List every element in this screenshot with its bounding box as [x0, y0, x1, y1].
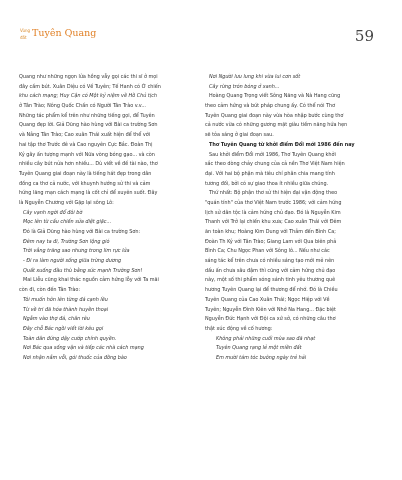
text-line: Toàn dân đứng dậy cướp chính quyền.	[23, 335, 117, 342]
text-line: Tuyên Quang của Cao Xuân Thái; Ngọc Hiệp với Về	[205, 296, 330, 303]
text-line: Nơi Người lưu lung khi vừa lui cơn sốt	[209, 74, 301, 80]
left-text-column	[19, 73, 194, 364]
text-line: Tuyên Quang giai đoạn này là tiếng hát đẹp trong dân	[19, 170, 152, 177]
text-line: Sau khởi điểm Đổi mới 1986, Thơ Tuyên Quang khởi	[209, 151, 336, 158]
text-line: Nơi nhận nắm vỗi, gói thuốc của đồng bào	[23, 354, 127, 361]
text-line: cả nước vừa có những gương mặt giàu tiềm năng hứa hẹn	[205, 122, 348, 129]
text-line: Cây rừng trón bóng ở xanh...	[209, 83, 280, 90]
text-line: khu cách mạng; Huy Cận có Một kỷ niệm về Hồ Chủ tịch	[19, 93, 157, 100]
right-text-column	[205, 73, 380, 364]
text-line: thật xúc động về cố hương:	[205, 325, 273, 332]
page-number: 59	[354, 27, 374, 45]
text-line: là Nguyễn Chương với Gặp lại sông Lô:	[19, 199, 114, 206]
text-line: nhiều cây bút nửa hơn nhiều... Dù viết về đề tài nào, thơ	[19, 161, 158, 168]
text-line: Quang như những ngọn lửa hồng vẫy gọi các thi sĩ ở mọi	[19, 74, 158, 80]
text-line: Mai Liễu cũng khai thác nguồn cảm hứng lỗy với Ta mãi	[23, 277, 159, 284]
text-line: hứng lãng mạn cách mạng là cốt chỉ để xuyên suốt. Đây	[19, 190, 158, 197]
text-line: Từ về tri đã hóa thành huyền thoại	[23, 306, 109, 313]
text-line: Mọc lên từ cấu chiến sửa diệt giặc...	[23, 219, 112, 226]
text-line: đại. Với hai bộ phận mà tiêu chí phân chia mang tính	[205, 170, 335, 177]
text-line: đồng ca thơ cả nước, với khuynh hướng sử thi và cảm	[19, 180, 151, 187]
text-line: Đoàn Th Ký với Tân Trào; Giang Lam với Qua biên phả	[205, 238, 337, 245]
text-line: sáng tác kể trên chưa có nhiều sáng tạo mới mẻ nên	[205, 258, 335, 265]
text-line: Bình Ca; Chu Ngọc Phan với Sông lô... Nếu như các	[205, 248, 330, 255]
text-line: ở Tân Trào; Nông Quốc Chấn có Người Tân Trào v.v...	[19, 103, 146, 110]
text-line: Thứ nhất: Bộ phận thơ sử thi hiện đại vận động theo	[209, 190, 338, 197]
logo-title: Tuyên Quang	[32, 28, 97, 39]
text-line: Tôi muốn hôn lên từng đá cạnh lều	[23, 296, 108, 303]
text-line: Những tác phẩm kể trên như những tiếng gọi, để Tuyên	[19, 112, 155, 119]
page-header	[0, 0, 402, 70]
text-line: Quang đẹp lời. Giả Dũng hào hùng với Bài ca trường Sơn	[19, 122, 158, 129]
text-line: ăn toàn khu; Hoàng Kim Dung với Thắm đến Bình Ca;	[205, 229, 336, 235]
text-line: Quất xuống đầu thù bằng sức mạnh Trường Sơn!	[23, 267, 143, 274]
text-line: Cây vạnh ngời đổ đôi bờ	[23, 209, 83, 216]
text-line: đây cầm bút. Xuân Diệu có Về Tuyên; Tế Hanh có Ở chiến	[19, 83, 161, 90]
text-line: tương đối, bởi có sự giao thoa ít nhiều giữa chúng.	[205, 180, 329, 187]
text-line: theo cảm hứng và bút pháp chung ấy. Có thể nói Thơ	[205, 103, 336, 110]
text-line: sắc theo dòng chảy chung của cả nền Thơ Việt Nam hiện	[205, 161, 345, 168]
text-line: Đêm nay ta đi, Trường Sơn lộng gió	[23, 238, 110, 245]
text-line: dấu ấn chưa sâu đậm thì cũng với cảm hứng chủ đạo	[205, 267, 336, 274]
text-line: - Đi ra làm người sống giữa trừng dương	[23, 258, 122, 265]
text-line: này, một số thi phẩm sóng sánh tinh yêu thương quê	[205, 277, 336, 284]
text-line: và Nắng Tân Trào; Cao xuân Thái xuất hiện để thể với	[19, 132, 151, 139]
text-line: lịch sử dân tộc là cảm hứng chủ đạo. Đó là Nguyễn Kim	[205, 209, 341, 216]
text-line: Đó là Giả Dũng hào hùng với Bài ca trường Sơn:	[23, 229, 141, 235]
text-line: Trời vằng trăng sao nhưng trong lim rực lửa	[23, 248, 130, 255]
text-line: "quán tính" của thơ Việt Nam trước 1986; với cảm hứng	[205, 199, 342, 206]
text-line: Đây chỗ Bác ngồi viết lời kêu gọi	[23, 325, 104, 332]
logo-small-line-1: Vùng	[20, 28, 31, 33]
text-line: Tuyên Quang giai đoạn này vừa hòa nhập bước cùng thơ	[205, 112, 344, 119]
logo-small-line-2: đất	[20, 35, 27, 40]
text-line: còn đi, còn đến Tân Trào:	[19, 287, 80, 294]
text-line: sẽ tỏa sáng ở giai đoạn sau.	[205, 132, 274, 139]
text-line: hương Tuyên Quang lại để thương để nhớ. Đó là Chiều	[205, 287, 338, 294]
text-line: hai tập thơ Trước đê và Cao nguyên Cực Bắc. Đoàn Thị	[19, 141, 153, 148]
text-line: Hoàng Quang Trọng viết Sông Năng và Nà Hang cũng	[209, 93, 341, 100]
text-line: Tuyên Quang rạng lẻ một miền đất	[216, 345, 302, 352]
text-line: Không phải những cuối mùa sao đã nhạt	[216, 335, 316, 342]
text-line: Em mười tám tóc buông ngày trẻ hải	[216, 354, 307, 361]
text-line: Thanh với Trở lại chiến khu xưa; Cao xuân Thái với Đêm	[205, 219, 342, 226]
text-line: Tuyên; Nguyễn Đình Kiên với Nhớ Na Hang... Đặc biệt	[205, 306, 336, 313]
text-line: Ký gây ấn tượng mạnh với Nữa vòng bóng gạo... và còn	[19, 151, 155, 158]
text-line: Ngẫm vào thợ đá, chân rêu	[23, 316, 90, 323]
text-line: Nơi Bác qua sống vận và tiếp các nhà cách mạng	[23, 345, 144, 352]
text-line: Nguyễn Đức Hạnh với Đội ca xứ sở, có những câu thơ	[205, 316, 336, 323]
text-line: Thơ Tuyên Quang từ khởi điểm Đổi mới 1986 đến nay	[209, 141, 355, 148]
